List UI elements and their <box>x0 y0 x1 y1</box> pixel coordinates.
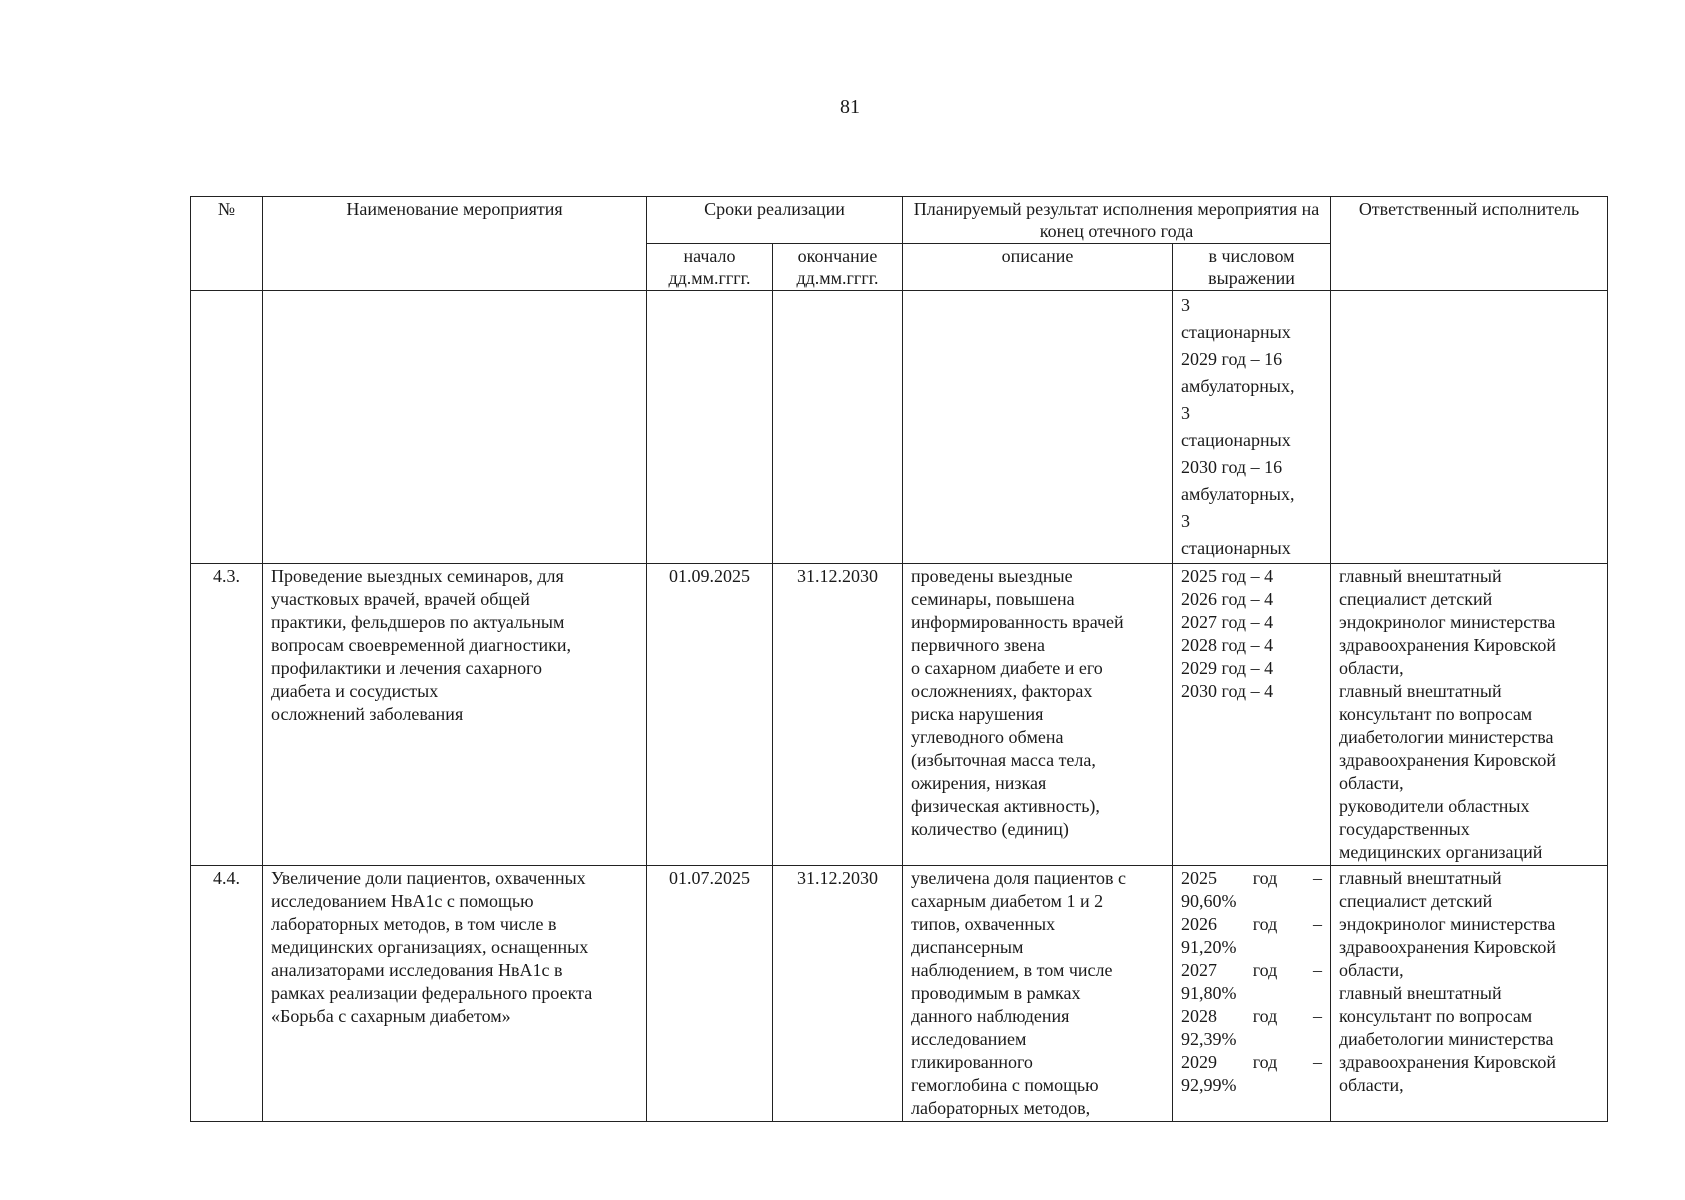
name-line: Проведение выездных семинаров, для <box>271 566 564 586</box>
numeric-value: 90,60% <box>1181 891 1237 911</box>
numeric-word: год <box>1252 868 1278 888</box>
responsible-line: руководители областных <box>1339 796 1530 816</box>
description-line: углеводного обмена <box>911 727 1064 747</box>
table-row <box>191 866 1608 1122</box>
row-numeric <box>1173 866 1331 1122</box>
row-responsible <box>1331 866 1608 1122</box>
numeric-word: год <box>1252 914 1278 934</box>
responsible-line: специалист детский <box>1339 589 1493 609</box>
description-line: информированность врачей <box>911 612 1124 632</box>
description-line: проводимым в рамках <box>911 983 1081 1003</box>
responsible-line: диабетологии министерства <box>1339 1029 1554 1049</box>
numeric-dash: – <box>1313 868 1322 888</box>
header-start <box>647 244 773 291</box>
numeric-line: 2026 год – 4 <box>1181 589 1274 609</box>
name-line: «Борьба с сахарным диабетом» <box>271 1006 511 1026</box>
description-line: наблюдением, в том числе <box>911 960 1113 980</box>
header-name: Наименование мероприятия <box>263 197 647 291</box>
header-start-format: дд.мм.гггг. <box>668 268 751 288</box>
numeric-year-line <box>1181 1051 1322 1074</box>
numeric-line: 2030 год – 16 <box>1181 457 1283 477</box>
numeric-dash: – <box>1313 1006 1322 1026</box>
row-start-date: 01.09.2025 <box>647 564 773 866</box>
cont-end <box>773 291 903 564</box>
name-line: медицинских организациях, оснащенных <box>271 937 589 957</box>
responsible-line: здравоохранения Кировской <box>1339 750 1557 770</box>
header-no: № <box>191 197 263 291</box>
responsible-line: области, <box>1339 1075 1404 1095</box>
header-terms: Сроки реализации <box>647 197 903 244</box>
row-name <box>263 564 647 866</box>
header-end-format: дд.мм.гггг. <box>796 268 879 288</box>
numeric-line: стационарных <box>1181 430 1291 450</box>
responsible-line: специалист детский <box>1339 891 1493 911</box>
responsible-line: здравоохранения Кировской <box>1339 937 1557 957</box>
description-line: осложнениях, факторах <box>911 681 1093 701</box>
numeric-line: 2030 год – 4 <box>1181 681 1274 701</box>
name-line: вопросам своевременной диагностики, <box>271 635 571 655</box>
cont-name <box>263 291 647 564</box>
numeric-dash: – <box>1313 914 1322 934</box>
numeric-line: 2027 год – 4 <box>1181 612 1274 632</box>
numeric-line: 2029 год – 16 <box>1181 349 1283 369</box>
numeric-word: год <box>1252 960 1278 980</box>
description-line: о сахарном диабете и его <box>911 658 1103 678</box>
table-row <box>191 564 1608 866</box>
responsible-line: главный внештатный <box>1339 983 1502 1003</box>
numeric-value: 91,80% <box>1181 983 1237 1003</box>
description-line: семинары, повышена <box>911 589 1075 609</box>
numeric-dash: – <box>1313 1052 1322 1072</box>
name-line: исследованием НвА1с с помощью <box>271 891 534 911</box>
page-number: 81 <box>840 96 860 118</box>
responsible-line: государственных <box>1339 819 1470 839</box>
row-end-date: 31.12.2030 <box>773 866 903 1122</box>
responsible-line: области, <box>1339 960 1404 980</box>
name-line: рамках реализации федерального проекта <box>271 983 593 1003</box>
cont-responsible <box>1331 291 1608 564</box>
numeric-value: 91,20% <box>1181 937 1237 957</box>
numeric-line: 3 <box>1181 295 1191 315</box>
header-numeric-label-1: в числовом <box>1208 246 1295 266</box>
header-row-1 <box>191 197 1608 244</box>
description-line: ожирения, низкая <box>911 773 1047 793</box>
description-line: гликированного <box>911 1052 1033 1072</box>
row-description <box>903 564 1173 866</box>
numeric-value: 92,99% <box>1181 1075 1237 1095</box>
numeric-year-line <box>1181 913 1322 936</box>
name-line: осложнений заболевания <box>271 704 464 724</box>
row-number: 4.3. <box>191 564 263 866</box>
header-numeric-label-2: выражении <box>1208 268 1295 288</box>
responsible-line: области, <box>1339 658 1404 678</box>
numeric-line: амбулаторных, <box>1181 484 1295 504</box>
description-line: увеличена доля пациентов с <box>911 868 1126 888</box>
row-numeric <box>1173 564 1331 866</box>
description-line: физическая активность), <box>911 796 1100 816</box>
numeric-year: 2025 <box>1181 868 1218 888</box>
name-line: Увеличение доли пациентов, охваченных <box>271 868 586 888</box>
cont-no <box>191 291 263 564</box>
description-line: типов, охваченных <box>911 914 1056 934</box>
numeric-year-line <box>1181 867 1322 890</box>
name-line: лабораторных методов, в том числе в <box>271 914 557 934</box>
description-line: сахарным диабетом 1 и 2 <box>911 891 1104 911</box>
description-line: исследованием <box>911 1029 1027 1049</box>
numeric-value: 92,39% <box>1181 1029 1237 1049</box>
continuation-row <box>191 291 1608 564</box>
name-line: профилактики и лечения сахарного <box>271 658 543 678</box>
header-responsible: Ответственный исполнитель <box>1331 197 1608 291</box>
numeric-year: 2027 <box>1181 960 1218 980</box>
numeric-dash: – <box>1313 960 1322 980</box>
name-line: диабета и сосудистых <box>271 681 439 701</box>
description-line: проведены выездные <box>911 566 1073 586</box>
name-line: участковых врачей, врачей общей <box>271 589 530 609</box>
description-line: лабораторных методов, <box>911 1098 1091 1118</box>
numeric-word: год <box>1252 1006 1278 1026</box>
numeric-line: 2029 год – 4 <box>1181 658 1274 678</box>
numeric-year: 2026 <box>1181 914 1218 934</box>
responsible-line: диабетологии министерства <box>1339 727 1554 747</box>
numeric-word: год <box>1252 1052 1278 1072</box>
description-line: данного наблюдения <box>911 1006 1070 1026</box>
cont-start <box>647 291 773 564</box>
cont-description <box>903 291 1173 564</box>
row-end-date: 31.12.2030 <box>773 564 903 866</box>
responsible-line: эндокринолог министерства <box>1339 612 1556 632</box>
numeric-year-line <box>1181 959 1322 982</box>
numeric-line: 2028 год – 4 <box>1181 635 1274 655</box>
name-line: практики, фельдшеров по актуальным <box>271 612 565 632</box>
numeric-line: 2025 год – 4 <box>1181 566 1274 586</box>
numeric-line: 3 <box>1181 511 1191 531</box>
numeric-year-line <box>1181 1005 1322 1028</box>
numeric-line: стационарных <box>1181 538 1291 558</box>
responsible-line: области, <box>1339 773 1404 793</box>
description-line: (избыточная масса тела, <box>911 750 1096 770</box>
responsible-line: здравоохранения Кировской <box>1339 635 1557 655</box>
responsible-line: главный внештатный <box>1339 868 1502 888</box>
name-line: анализаторами исследования НвА1с в <box>271 960 563 980</box>
header-result: Планируемый результат исполнения мероприятия на конец отечного года <box>903 197 1331 244</box>
row-start-date: 01.07.2025 <box>647 866 773 1122</box>
header-description: описание <box>903 244 1173 291</box>
numeric-line: 3 <box>1181 403 1191 423</box>
description-line: количество (единиц) <box>911 819 1069 839</box>
row-number: 4.4. <box>191 866 263 1122</box>
description-line: диспансерным <box>911 937 1024 957</box>
header-start-label: начало <box>683 246 736 266</box>
activities-table <box>190 196 1608 1122</box>
responsible-line: консультант по вопросам <box>1339 1006 1533 1026</box>
header-numeric <box>1173 244 1331 291</box>
responsible-line: главный внештатный <box>1339 566 1502 586</box>
responsible-line: главный внештатный <box>1339 681 1502 701</box>
description-line: гемоглобина с помощью <box>911 1075 1099 1095</box>
numeric-year: 2029 <box>1181 1052 1218 1072</box>
row-name <box>263 866 647 1122</box>
numeric-line: стационарных <box>1181 322 1291 342</box>
description-line: риска нарушения <box>911 704 1044 724</box>
numeric-line: амбулаторных, <box>1181 376 1295 396</box>
description-line: первичного звена <box>911 635 1046 655</box>
cont-numeric <box>1173 291 1331 564</box>
responsible-line: консультант по вопросам <box>1339 704 1533 724</box>
header-end-label: окончание <box>797 246 878 266</box>
responsible-line: эндокринолог министерства <box>1339 914 1556 934</box>
responsible-line: здравоохранения Кировской <box>1339 1052 1557 1072</box>
row-responsible <box>1331 564 1608 866</box>
numeric-year: 2028 <box>1181 1006 1218 1026</box>
header-end <box>773 244 903 291</box>
responsible-line: медицинских организаций <box>1339 842 1543 862</box>
row-description <box>903 866 1173 1122</box>
